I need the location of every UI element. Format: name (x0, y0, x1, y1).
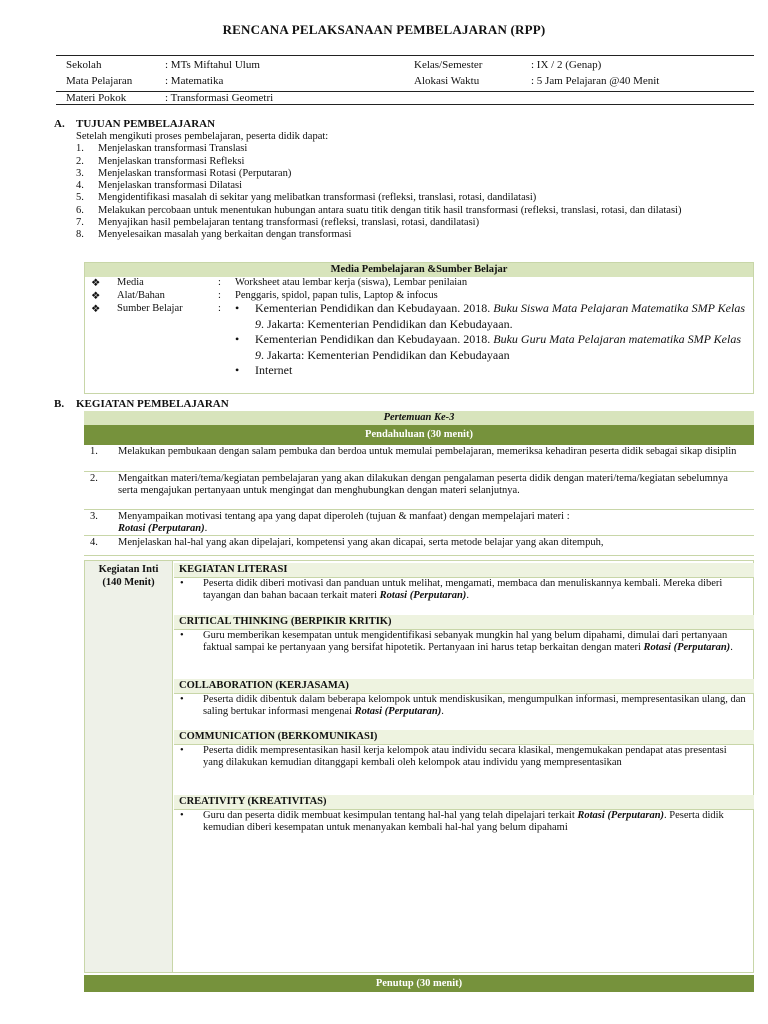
item-text: Mengidentifikasi masalah di sekitar yang melibatkan transformasi (refleksi, translasi, rotasi, dandilatasi) (98, 192, 537, 204)
block-text-post: . Peserta didik kemudian diberi kesempatan untuk menanyakan kembali hal-hal yang belum dipahami (203, 810, 724, 834)
pertemuan-title: Pertemuan Ke-3 (84, 411, 754, 425)
block-text-emph: Rotasi (Perputaran) (577, 810, 665, 821)
pendahuluan-title: Pendahuluan (30 menit) (84, 425, 754, 445)
item-number: 3. (76, 167, 84, 179)
section-b-letter: B. (54, 398, 65, 410)
bullet-icon: • (235, 363, 240, 377)
section-a-title: TUJUAN PEMBELAJARAN (76, 118, 216, 130)
block-text-emph: Rotasi (Perputaran) (354, 706, 442, 718)
item-number: 7. (76, 217, 84, 229)
block-text: Guru memberikan kesempatan untuk mengidentifikasi sebanyak mungkin hal yang belum dipahami, dimulai dari pertanyaan faktual sampai ke pertanyaan yang bersifat hipotetik. Pertanyaan ini harus tetap berkaitan dengan materi (203, 630, 728, 654)
row-number: 4. (90, 537, 98, 548)
alat-colon: : (218, 290, 221, 301)
block-text: Peserta didik mempresentasikan hasil kerja kelompok atau individu secara klasikal, mengemukakan pendapat atas presentasi yang dilakukan kemudian ditanggapi kembali oleh kelompok atau individu yang mempresentasikan (203, 745, 727, 769)
row-text-emph: Rotasi (Perputaran) (118, 523, 205, 535)
list-item (235, 332, 745, 363)
source-text: . Jakarta: Kementerian Pendidikan dan Kebudayaan (261, 347, 510, 362)
item-text: Melakukan percobaan untuk menentukan hubungan antara suatu titik dengan titik hasil transformasi (refleksi, translasi, rotasi, dan dilatasi) (98, 204, 682, 216)
objectives-list (76, 131, 766, 242)
list-item (76, 143, 766, 155)
kelas-value: : IX / 2 (Genap) (531, 59, 602, 71)
info-bottom-rule (56, 104, 754, 105)
item-text: Menyajikan hasil pembelajaran tentang transformasi (refleksi, translasi, rotasi, dandilatasi) (98, 217, 480, 229)
table-row (84, 445, 754, 472)
media-value: Worksheet atau lembar kerja (siswa), Lembar penilaian (235, 277, 468, 288)
block-text: Peserta didik diberi motivasi dan panduan untuk melihat, mengamati, membaca dan menuliskannya kembali. Mereka diberi tayangan dan bahan bacaan terkait materi (203, 578, 723, 602)
bullet-icon: • (180, 745, 184, 756)
list-item (76, 229, 766, 241)
item-text: Menjelaskan transformasi Translasi (98, 143, 248, 155)
alat-label: Alat/Bahan (117, 290, 165, 301)
source-text: Internet (255, 363, 293, 377)
list-item (76, 205, 766, 217)
bullet-icon: • (180, 694, 184, 705)
item-text: Menjelaskan transformasi Rotasi (Perputaran) (98, 167, 292, 179)
penutup-title: Penutup (30 menit) (84, 975, 754, 992)
pendahuluan-band (84, 425, 754, 445)
objectives-intro: Setelah mengikuti proses pembelajaran, peserta didik dapat: (76, 131, 329, 142)
block-text: Guru dan peserta didik membuat kesimpulan tentang hal-hal yang telah dipelajari terkait (203, 810, 578, 821)
block-text-post: . (730, 642, 733, 654)
block-text: Peserta didik dibentuk dalam beberapa kelompok untuk mendiskusikan, mengumpulkan informasi, mempresentasikan ulang, dan saling bertukar informasi mengenai (203, 694, 746, 718)
alokasi-label: Alokasi Waktu (414, 75, 480, 87)
block-heading-collaboration: COLLABORATION (KERJASAMA) (174, 679, 754, 694)
source-text: Kementerian Pendidikan dan Kebudayaan. 2018. (255, 332, 494, 346)
alokasi-value: : 5 Jam Pelajaran @40 Menit (531, 75, 660, 87)
block-text-post: . (466, 590, 469, 602)
source-title: Buku Guru Mata Pelajaran matematika SMP Kelas 9 (255, 332, 742, 362)
item-number: 6. (76, 204, 84, 216)
mapel-value: : Matematika (165, 75, 224, 87)
list-item (76, 192, 766, 204)
media-colon: : (218, 277, 221, 288)
bullet-icon: • (180, 578, 184, 589)
list-item (76, 168, 766, 180)
item-text: Menyelesaikan masalah yang berkaitan dengan transformasi (98, 229, 352, 241)
kegiatan-inti-table (84, 560, 754, 973)
sekolah-value: : MTs Miftahul Ulum (165, 59, 260, 71)
block-text-post: . (441, 706, 444, 718)
row-text: Menjelaskan hal-hal yang akan dipelajari, kompetensi yang akan dicapai, serta metode belajar yang akan ditempuh, (118, 537, 604, 548)
diamond-bullet-icon: ❖ (91, 278, 101, 289)
list-item (76, 156, 766, 168)
item-text: Menjelaskan transformasi Dilatasi (98, 180, 243, 192)
item-number: 5. (76, 192, 84, 204)
row-number: 2. (90, 473, 98, 484)
info-top-rule (56, 55, 754, 56)
source-text: . Jakarta: Kementerian Pendidikan dan Kebudayaan. (261, 316, 513, 331)
list-item (76, 217, 766, 229)
inti-label-line2: (140 Menit) (102, 576, 155, 588)
mapel-label: Mata Pelajaran (66, 75, 133, 87)
sources-list (235, 301, 745, 379)
block-text-emph: Rotasi (Perputaran) (379, 590, 467, 602)
block-heading-critical: CRITICAL THINKING (BERPIKIR KRITIK) (174, 615, 754, 630)
item-number: 2. (76, 155, 84, 167)
page-title: RENCANA PELAKSANAAN PEMBELAJARAN (RPP) (222, 22, 546, 37)
item-number: 1. (76, 143, 84, 155)
block-heading-literasi: KEGIATAN LITERASI (174, 563, 754, 578)
item-number: 4. (76, 180, 84, 192)
list-item (76, 180, 766, 192)
materi-label: Materi Pokok (66, 92, 127, 104)
block-heading-creativity: CREATIVITY (KREATIVITAS) (174, 795, 754, 810)
section-b-heading (54, 398, 229, 410)
sumber-colon: : (218, 303, 221, 314)
kelas-label: Kelas/Semester (414, 59, 483, 71)
sekolah-label: Sekolah (66, 59, 102, 71)
item-text: Menjelaskan transformasi Refleksi (98, 155, 245, 167)
bullet-icon: • (235, 332, 240, 346)
item-number: 8. (76, 229, 84, 241)
penutup-band (84, 975, 754, 992)
block-heading-communication: COMMUNICATION (BERKOMUNIKASI) (174, 730, 754, 745)
source-text: Kementerian Pendidikan dan Kebudayaan. 2018. (255, 301, 494, 315)
row-text: Melakukan pembukaan dengan salam pembuka dan berdoa untuk memulai pembelajaran, memeriksa kehadiran peserta didik sebagai sikap disiplin (118, 446, 737, 457)
section-a-heading (54, 118, 215, 130)
source-title: Buku Siswa Mata Pelajaran Matematika SMP Kelas 9 (255, 301, 746, 331)
block-text-emph: Rotasi (Perputaran) (643, 642, 731, 654)
row-text-post: . (204, 523, 208, 535)
row-text (118, 511, 748, 536)
info-mid-rule (56, 91, 754, 92)
diamond-bullet-icon: ❖ (91, 304, 101, 315)
alat-value: Penggaris, spidol, papan tulis, Laptop & infocus (235, 290, 438, 301)
row-text: Mengaitkan materi/tema/kegiatan pembelajaran yang akan dilakukan dengan pengalaman peserta didik dengan materi/tema/kegiatan sebelumnya serta mengajukan pertanyaan untuk mengingat dan menghubungkan dengan materi selanjutnya. (118, 473, 728, 497)
media-table (84, 262, 754, 394)
media-label: Media (117, 277, 144, 288)
row-number: 1. (90, 446, 98, 457)
bullet-icon: • (235, 301, 240, 315)
inti-label-line1: Kegiatan Inti (98, 564, 159, 575)
row-number: 3. (90, 511, 98, 522)
materi-value: : Transformasi Geometri (165, 92, 274, 104)
sumber-label: Sumber Belajar (117, 303, 183, 314)
diamond-bullet-icon: ❖ (91, 291, 101, 302)
pertemuan-band (84, 411, 754, 425)
row-text-main: Menyampaikan motivasi tentang apa yang dapat diperoleh (tujuan & manfaat) dengan mempelajari materi : (118, 511, 570, 522)
bullet-icon: • (180, 810, 184, 821)
table-row (84, 510, 754, 536)
bullet-icon: • (180, 630, 184, 641)
table-row (84, 472, 754, 510)
list-item (235, 363, 745, 379)
section-b-title: KEGIATAN PEMBELAJARAN (76, 398, 229, 410)
list-item (235, 301, 745, 332)
table-row (84, 536, 754, 556)
section-a-letter: A. (54, 118, 65, 130)
media-header: Media Pembelajaran &Sumber Belajar (85, 263, 753, 277)
kegiatan-inti-label (85, 561, 173, 972)
